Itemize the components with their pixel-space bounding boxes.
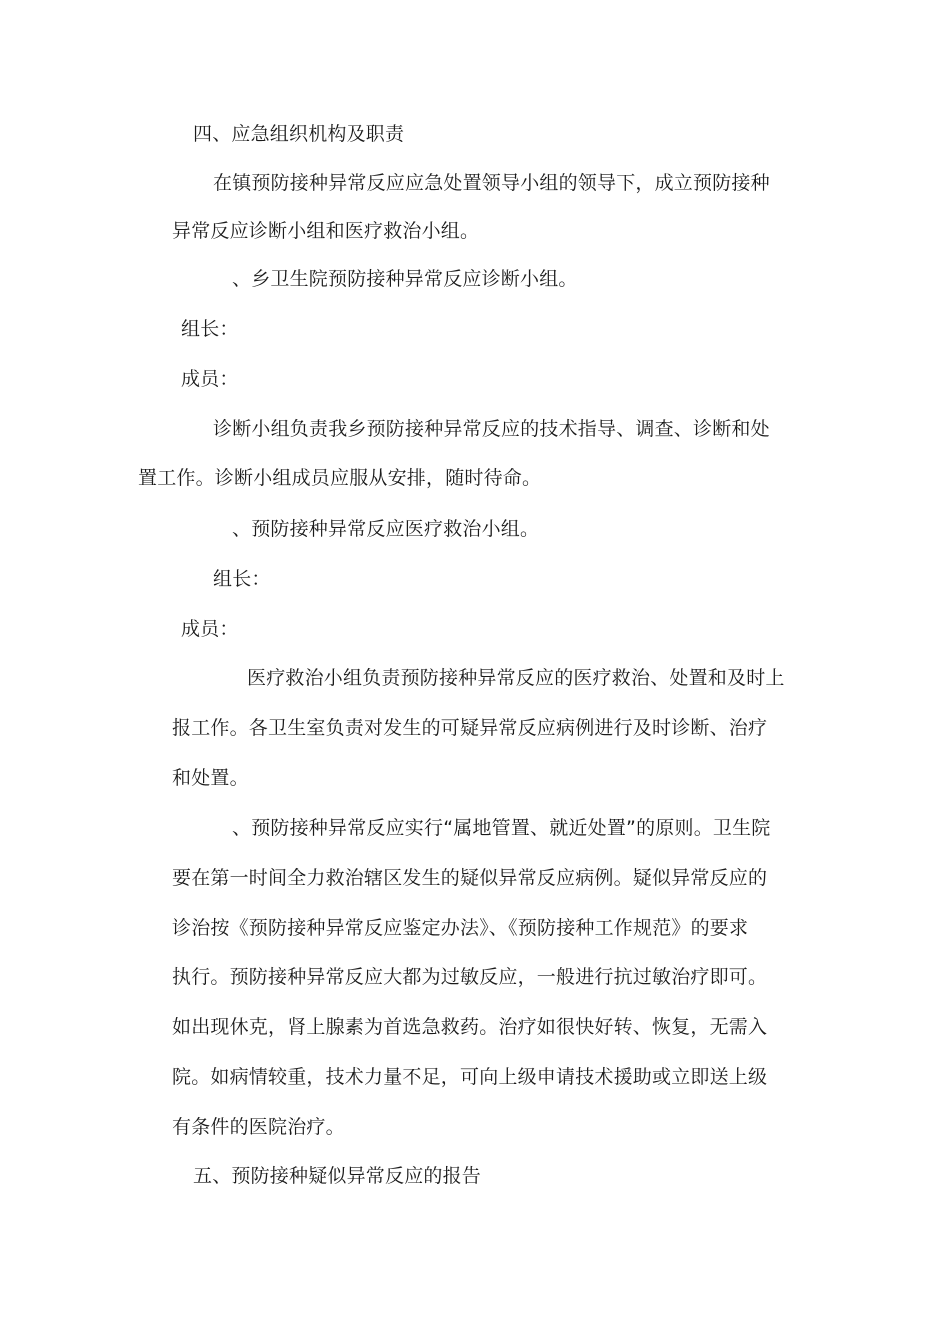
diagnosis-group-heading: 、乡卫生院预防接种异常反应诊断小组。 bbox=[232, 268, 578, 290]
treatment-group-duty-line: 报工作。各卫生室负责对发生的可疑异常反应病例进行及时诊断、治疗 bbox=[172, 717, 768, 739]
principle-line: 、预防接种异常反应实行“属地管置、就近处置”的原则。卫生院 bbox=[232, 817, 771, 839]
treatment-group-leader-label: 组长： bbox=[213, 568, 271, 590]
section-four-heading: 四、应急组织机构及职责 bbox=[193, 123, 405, 145]
treatment-group-members-label: 成员： bbox=[181, 618, 239, 640]
principle-line: 院。如病情较重，技术力量不足，可向上级申请技术援助或立即送上级 bbox=[172, 1066, 768, 1088]
diagnosis-group-duty-line: 诊断小组负责我乡预防接种异常反应的技术指导、调查、诊断和处 bbox=[213, 418, 770, 440]
principle-line: 如出现休克，肾上腺素为首选急救药。治疗如很快好转、恢复，无需入 bbox=[172, 1016, 768, 1038]
treatment-group-duty-line: 医疗救治小组负责预防接种异常反应的医疗救治、处置和及时上 bbox=[247, 667, 785, 689]
principle-line: 有条件的医院治疗。 bbox=[172, 1116, 345, 1138]
section-five-heading: 五、预防接种疑似异常反应的报告 bbox=[193, 1165, 482, 1187]
diagnosis-group-duty-line: 置工作。诊断小组成员应服从安排，随时待命。 bbox=[138, 467, 542, 489]
principle-line: 执行。预防接种异常反应大都为过敏反应，一般进行抗过敏治疗即可。 bbox=[172, 966, 768, 988]
treatment-group-duty-line: 和处置。 bbox=[172, 767, 249, 789]
diagnosis-group-members-label: 成员： bbox=[181, 368, 239, 390]
principle-line: 诊治按《预防接种异常反应鉴定办法》、《预防接种工作规范》的要求 bbox=[172, 917, 749, 939]
treatment-group-heading: 、预防接种异常反应医疗救治小组。 bbox=[232, 518, 540, 540]
diagnosis-group-leader-label: 组长： bbox=[181, 318, 239, 340]
intro-line: 异常反应诊断小组和医疗救治小组。 bbox=[172, 220, 480, 242]
principle-line: 要在第一时间全力救治辖区发生的疑似异常反应病例。疑似异常反应的 bbox=[172, 867, 768, 889]
intro-line: 在镇预防接种异常反应应急处置领导小组的领导下，成立预防接种 bbox=[213, 172, 770, 194]
